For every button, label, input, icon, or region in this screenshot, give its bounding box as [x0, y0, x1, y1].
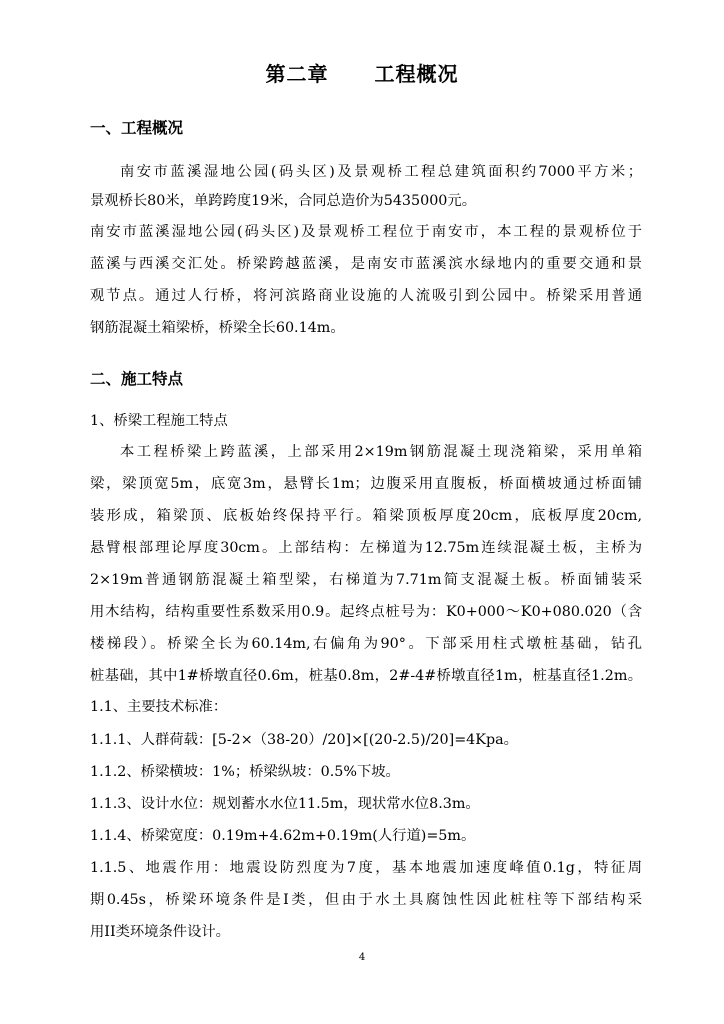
paragraph-line: 用木结构，结构重要性系数采用0.9。起终点桩号为：K0+000～K0+080.020（含 [90, 604, 642, 620]
paragraph-line: 楼梯段）。桥梁全长为60.14m,右偏角为90°。下部采用柱式墩桩基础，钻孔 [90, 636, 642, 652]
paragraph-line: 本工程桥梁上跨蓝溪，上部采用2×19m钢筋混凝土现浇箱梁，采用单箱 [120, 444, 642, 460]
paragraph-line: 1.1、主要技术标准： [90, 699, 228, 715]
chapter-number: 第二章 [265, 62, 329, 86]
paragraph-line: 1.1.2、桥梁横坡：1%；桥梁纵坡：0.5%下坡。 [90, 764, 400, 780]
chapter-name: 工程概况 [374, 62, 459, 86]
paragraph-line: 1.1.3、设计水位：规划蓄水水位11.5m，现状常水位8.3m。 [90, 796, 480, 812]
paragraph-line: 梁，梁顶宽5m，底宽3m，悬臂长1m；边腹采用直腹板，桥面横坡通过桥面铺 [90, 476, 642, 492]
paragraph-line: 用II类环境条件设计。 [90, 924, 230, 940]
paragraph-line: 1、桥梁工程施工特点 [90, 413, 228, 429]
paragraph-line: 1.1.4、桥梁宽度：0.19m+4.62m+0.19m(人行道)=5m。 [90, 828, 476, 844]
paragraph-line: 期0.45s，桥梁环境条件是I类，但由于水土具腐蚀性因此桩柱等下部结构采 [90, 892, 642, 908]
section-heading-features: 二、施工特点 [90, 370, 184, 388]
chapter-title [0, 58, 724, 87]
paragraph-line: 蓝溪与西溪交汇处。桥梁跨越蓝溪，是南安市蓝溪滨水绿地内的重要交通和景 [90, 256, 642, 272]
paragraph-line: 钢筋混凝土箱梁桥，桥梁全长60.14m。 [90, 320, 345, 336]
paragraph-line: 南安市蓝溪湿地公园(码头区)及景观桥工程位于南安市，本工程的景观桥位于 [90, 224, 642, 240]
paragraph-line: 桩基础，其中1#桥墩直径0.6m，桩基0.8m，2#-4#桥墩直径1m，桩基直径1.2m。 [90, 668, 642, 684]
paragraph-line: 南安市蓝溪湿地公园(码头区)及景观桥工程总建筑面积约7000平方米； [120, 164, 642, 180]
paragraph-line: 装形成，箱梁顶、底板始终保持平行。箱梁顶板厚度20cm，底板厚度20cm, [90, 508, 642, 524]
paragraph-line: 观节点。通过人行桥，将河滨路商业设施的人流吸引到公园中。桥梁采用普通 [90, 288, 642, 304]
paragraph-line: 悬臂根部理论厚度30cm。上部结构：左梯道为12.75m连续混凝土板，主桥为 [90, 540, 642, 556]
section-heading-overview: 一、工程概况 [90, 119, 184, 137]
paragraph-line: 1.1.1、人群荷载：[5-2×（38-20）/20]×[(20-2.5)/20]=4Kpa。 [90, 732, 518, 748]
paragraph-line: 2×19m普通钢筋混凝土箱型梁，右梯道为7.71m简支混凝土板。桥面铺装采 [90, 572, 642, 588]
paragraph-line: 1.1.5、地震作用：地震设防烈度为7度，基本地震加速度峰值0.1g，特征周 [90, 860, 643, 876]
paragraph-line: 景观桥长80米，单跨跨度19米，合同总造价为5435000元。 [90, 193, 476, 209]
page-number: 4 [358, 952, 366, 963]
